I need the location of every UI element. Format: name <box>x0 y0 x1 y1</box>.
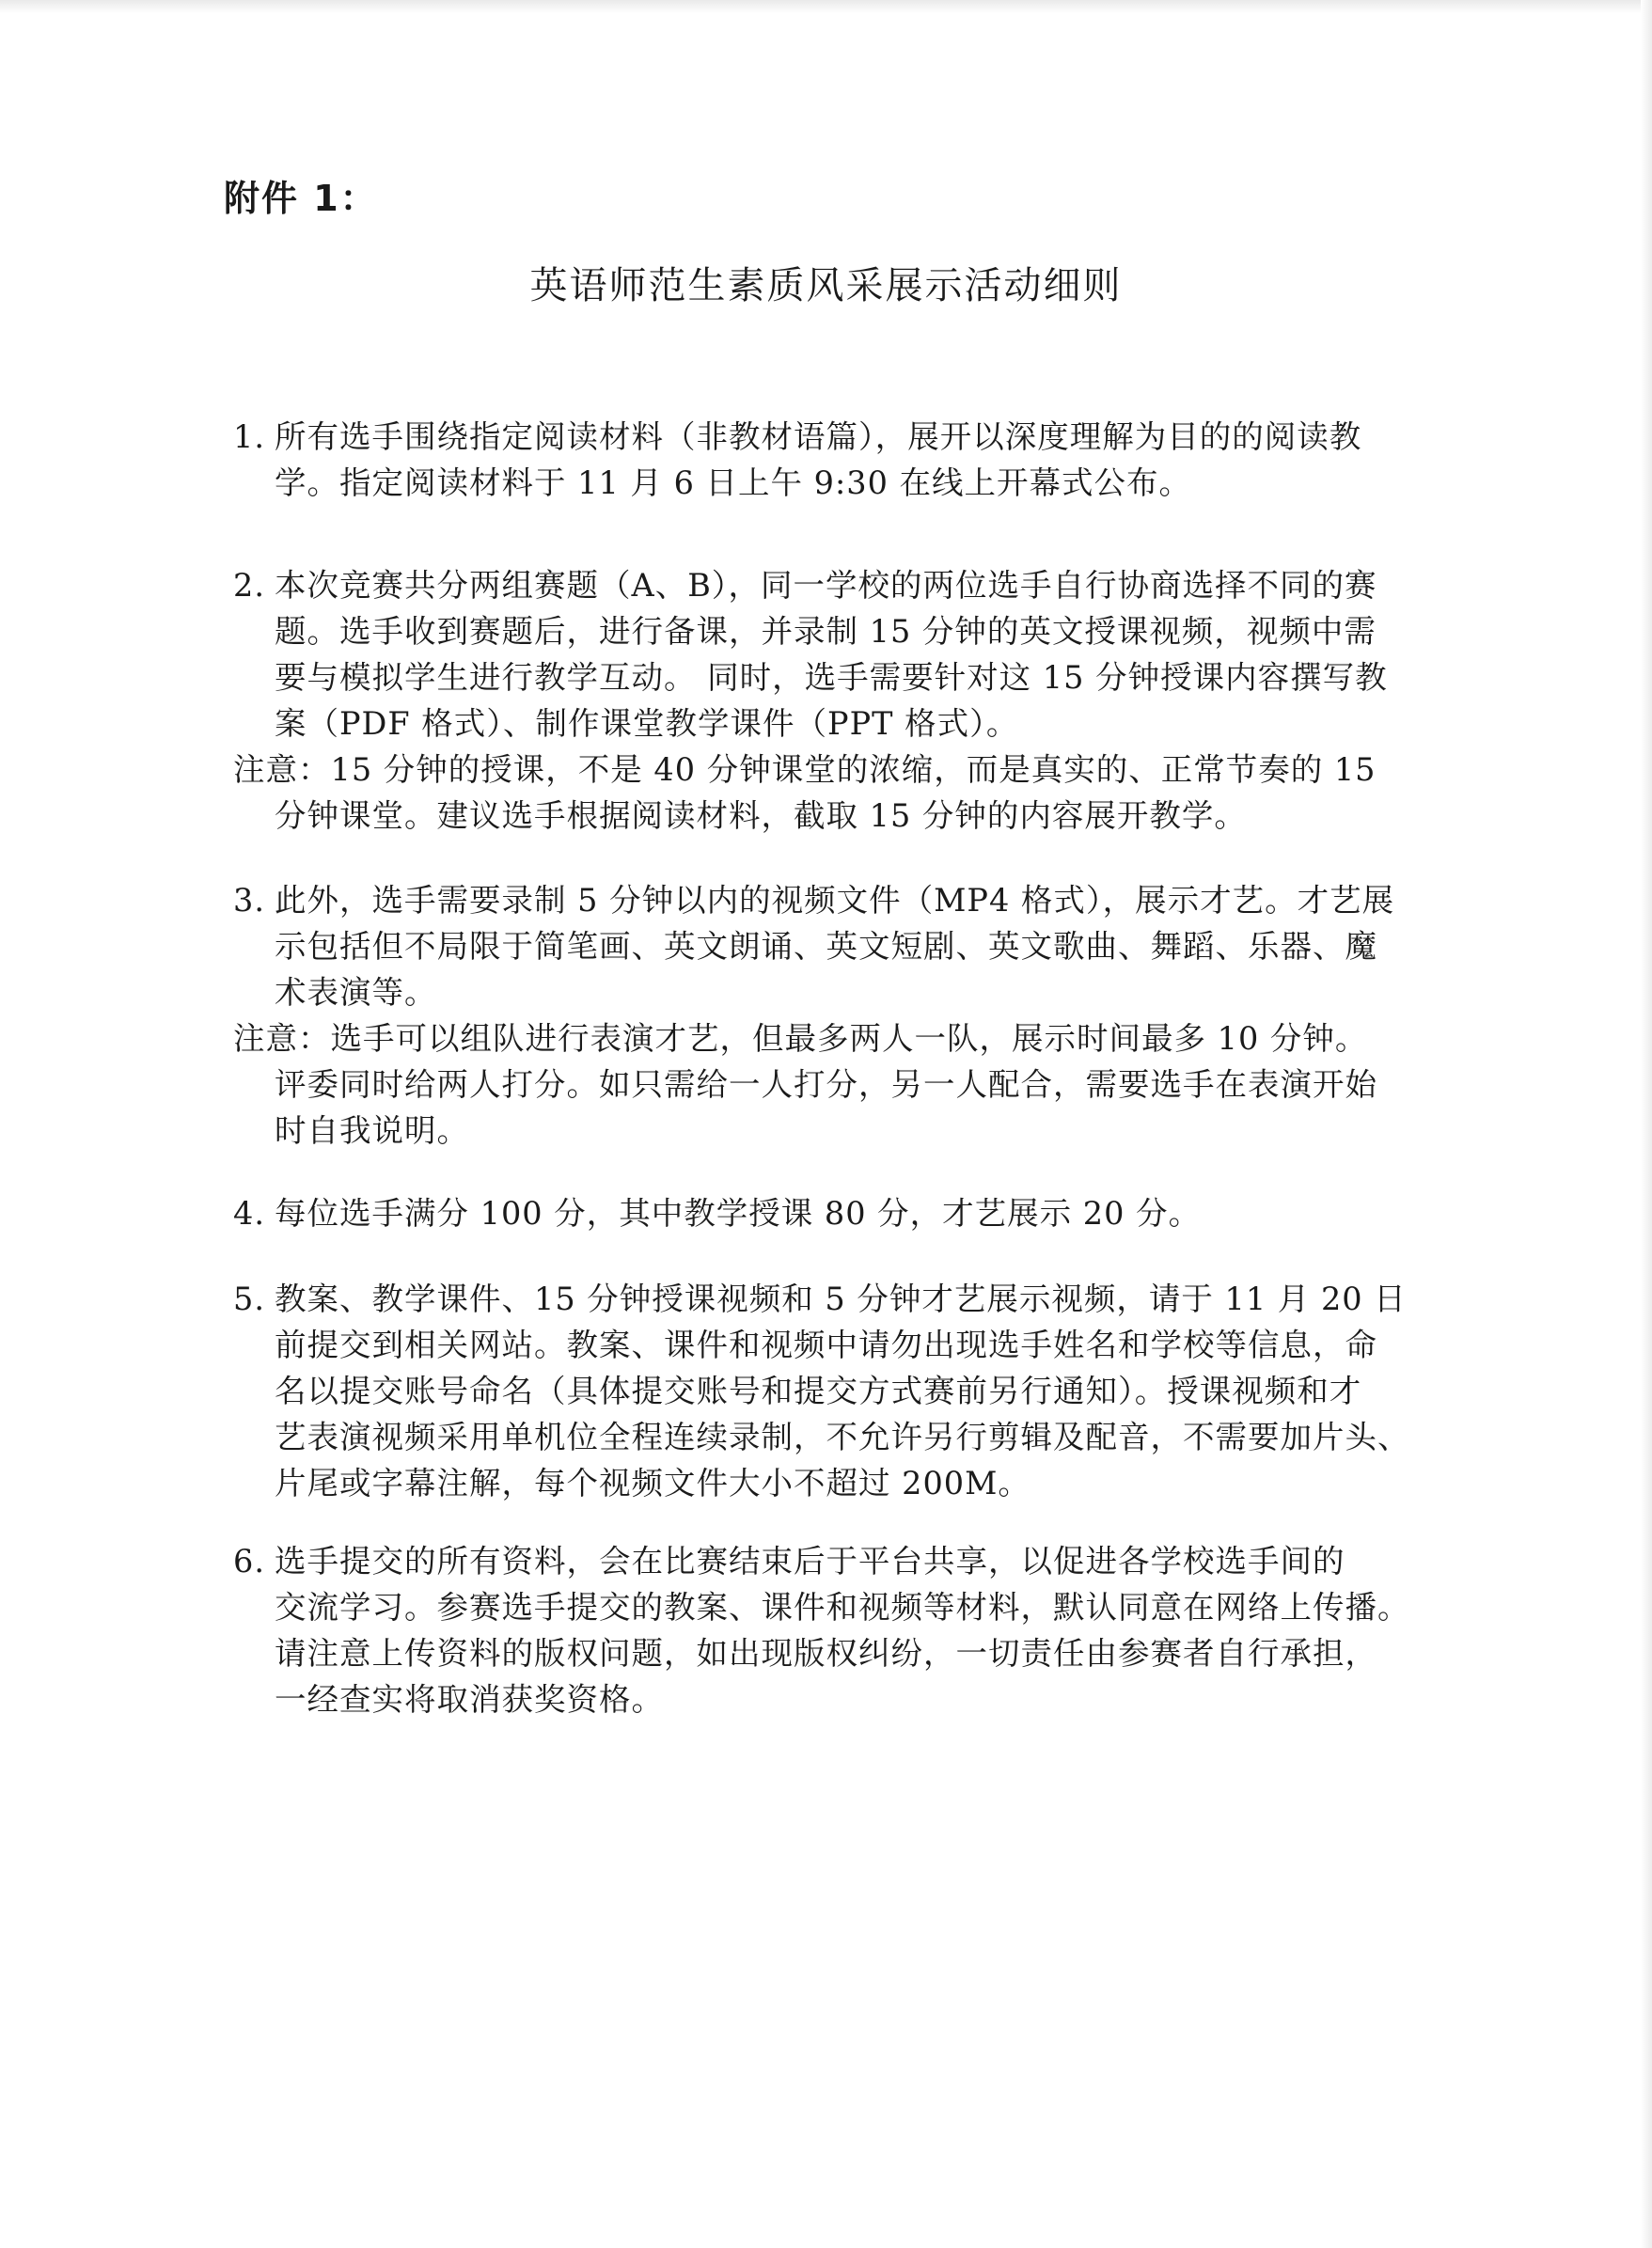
item-number: 1. <box>233 418 265 455</box>
note-block-3 <box>233 1015 1427 1154</box>
item-text-line: 交流学习。参赛选手提交的教案、课件和视频等材料，默认同意在网络上传播。 <box>275 1589 1410 1626</box>
item-text-line: 艺表演视频采用单机位全程连续录制，不允许另行剪辑及配音，不需要加片头、 <box>275 1419 1410 1455</box>
item-text-line: 示包括但不局限于简笔画、英文朗诵、英文短剧、英文歌曲、舞蹈、乐器、魔 <box>275 928 1377 965</box>
item-number: 2. <box>233 567 265 604</box>
list-item-3 <box>233 877 1427 1015</box>
note-text-line: 时自我说明。 <box>275 1112 469 1149</box>
list-item-6 <box>233 1538 1427 1722</box>
scan-edge-top <box>0 0 1652 13</box>
note-text-line: 注意：选手可以组队进行表演才艺，但最多两人一队，展示时间最多 10 分钟。 <box>233 1020 1368 1057</box>
item-number: 6. <box>233 1543 265 1580</box>
note-text-line: 注意：15 分钟的授课，不是 40 分钟课堂的浓缩，而是真实的、正常节奏的 15 <box>233 751 1377 788</box>
item-text-line: 前提交到相关网站。教案、课件和视频中请勿出现选手姓名和学校等信息，命 <box>275 1327 1377 1363</box>
scan-edge-right <box>1641 0 1652 2248</box>
item-text-line: 每位选手满分 100 分，其中教学授课 80 分，才艺展示 20 分。 <box>275 1195 1202 1232</box>
item-text-line: 题。选手收到赛题后，进行备课，并录制 15 分钟的英文授课视频，视频中需 <box>275 613 1377 650</box>
item-text-line: 教案、教学课件、15 分钟授课视频和 5 分钟才艺展示视频，请于 11 月 20 日 <box>275 1281 1407 1317</box>
item-text-line: 片尾或字幕注解，每个视频文件大小不超过 200M。 <box>275 1465 1031 1501</box>
list-item-4 <box>233 1190 1427 1236</box>
list-item-2 <box>233 562 1427 747</box>
attachment-label: 附件 1： <box>224 178 378 219</box>
note-text-line: 评委同时给两人打分。如只需给一人打分，另一人配合，需要选手在表演开始 <box>275 1066 1377 1103</box>
item-text-line: 所有选手围绕指定阅读材料（非教材语篇），展开以深度理解为目的的阅读教 <box>275 418 1362 455</box>
item-number: 5. <box>233 1281 265 1317</box>
item-text-line: 请注意上传资料的版权问题，如出现版权纠纷，一切责任由参赛者自行承担， <box>275 1635 1377 1672</box>
note-text-line: 分钟课堂。建议选手根据阅读材料，截取 15 分钟的内容展开教学。 <box>275 797 1247 834</box>
item-text-line: 一经查实将取消获奖资格。 <box>275 1681 664 1718</box>
item-text-line: 本次竞赛共分两组赛题（A、B），同一学校的两位选手自行协商选择不同的赛 <box>275 567 1377 604</box>
list-item-5 <box>233 1276 1427 1506</box>
note-block-2 <box>233 747 1427 839</box>
item-text-line: 术表演等。 <box>275 974 437 1011</box>
item-text-line: 要与模拟学生进行教学互动。 同时，选手需要针对这 15 分钟授课内容撰写教 <box>275 659 1388 696</box>
item-number: 3. <box>233 882 265 919</box>
item-text-line: 选手提交的所有资料，会在比赛结束后于平台共享，以促进各学校选手间的 <box>275 1543 1345 1580</box>
item-text-line: 案（PDF 格式）、制作课堂教学课件（PPT 格式）。 <box>275 705 1019 742</box>
item-text-line: 学。指定阅读材料于 11 月 6 日上午 9:30 在线上开幕式公布。 <box>275 464 1192 501</box>
item-text-line: 名以提交账号命名（具体提交账号和提交方式赛前另行通知）。授课视频和才 <box>275 1373 1362 1409</box>
item-text-line: 此外，选手需要录制 5 分钟以内的视频文件（MP4 格式），展示才艺。才艺展 <box>275 882 1395 919</box>
list-item-1 <box>233 414 1427 506</box>
item-number: 4. <box>233 1195 265 1232</box>
document-title: 英语师范生素质风采展示活动细则 <box>529 264 1123 307</box>
